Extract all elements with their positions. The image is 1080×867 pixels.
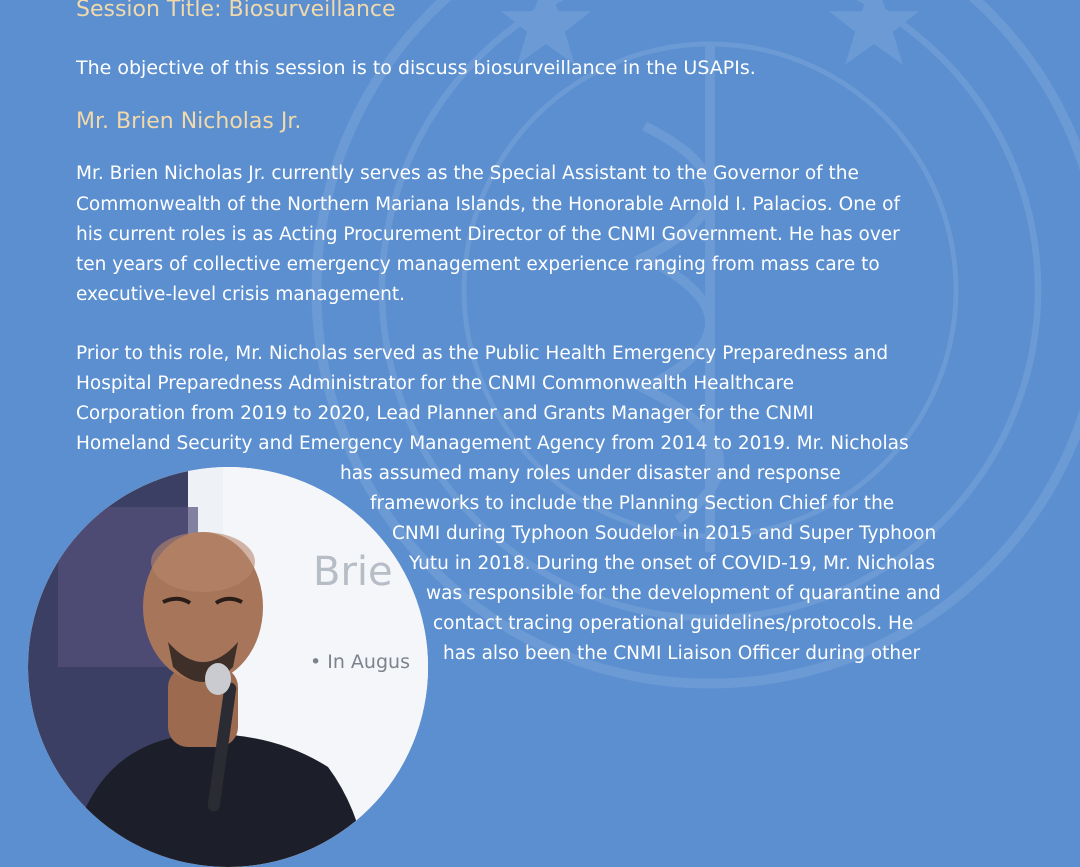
bio-line: contact tracing operational guidelines/protocols. He [433, 613, 914, 634]
bio-line: CNMI during Typhoon Soudelor in 2015 and Super Typhoon [392, 523, 937, 544]
bio-line: has assumed many roles under disaster and response [340, 463, 841, 484]
session-title: Session Title: Biosurveillance [76, 0, 396, 22]
bio-line: Homeland Security and Emergency Management Agency from 2014 to 2019. Mr. Nicholas [76, 433, 909, 454]
bio-line: Hospital Preparedness Administrator for the CNMI Commonwealth Healthcare [76, 373, 795, 394]
bio-line: frameworks to include the Planning Section Chief for the [370, 493, 895, 514]
bio-line: executive-level crisis management. [76, 284, 406, 305]
bio-line: Corporation from 2019 to 2020, Lead Planner and Grants Manager for the CNMI [76, 403, 814, 424]
bio-line: his current roles is as Acting Procurement Director of the CNMI Government. He has over [76, 224, 900, 245]
bio-line: ten years of collective emergency management experience ranging from mass care to [76, 254, 880, 275]
bio-line: has also been the CNMI Liaison Officer during other [443, 643, 921, 664]
slide-bullet-text: • In Augus [310, 651, 410, 673]
bio-line: Prior to this role, Mr. Nicholas served as the Public Health Emergency Preparedness and [76, 343, 889, 364]
bio-line: was responsible for the development of quarantine and [426, 583, 941, 604]
speaker-name: Mr. Brien Nicholas Jr. [76, 109, 302, 134]
slide-title-text: Brie [313, 549, 393, 595]
bio-line: Mr. Brien Nicholas Jr. currently serves as the Special Assistant to the Governor of the [76, 163, 859, 184]
session-objective: The objective of this session is to discuss biosurveillance in the USAPIs. [76, 57, 756, 79]
speaker-photo [28, 467, 428, 867]
bio-line: Commonwealth of the Northern Mariana Islands, the Honorable Arnold I. Palacios. One of [76, 194, 901, 215]
bio-line: Yutu in 2018. During the onset of COVID-19, Mr. Nicholas [409, 553, 935, 574]
